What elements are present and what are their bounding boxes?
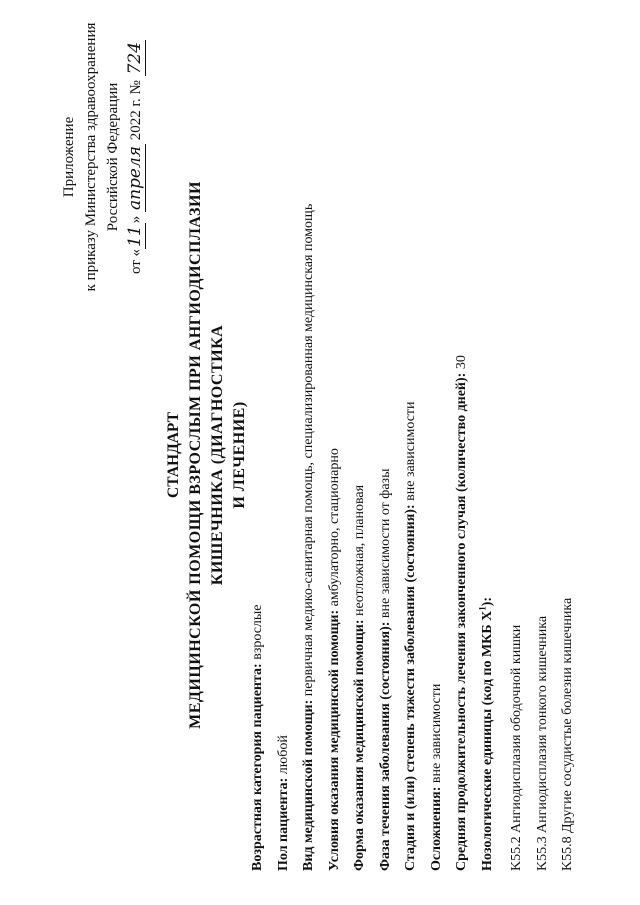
title-standard: СТАНДАРТ (165, 412, 182, 498)
icd-name: Ангиодисплазия тонкого кишечника (534, 615, 550, 833)
field-label: Фаза течения заболевания (состояния): (377, 621, 393, 871)
field-label: Вид медицинской помощи: (301, 699, 316, 871)
title-line-3: И ЛЕЧЕНИЕ) (231, 401, 248, 509)
icd-code-row (555, 11, 581, 871)
icd-code: K55.2 (509, 836, 524, 871)
field-value: вне зависимости от фазы (377, 468, 393, 622)
field-label: Пол пациента: (275, 777, 291, 871)
field-label: Условия оказания медицинской помощи: (326, 609, 342, 871)
icd-code: K55.3 (534, 836, 550, 871)
approval-block (58, 17, 147, 297)
nosology-label (476, 596, 495, 871)
field-label: Возрастная категория пациента: (250, 663, 265, 871)
field-disease-phase (373, 11, 399, 871)
icd-name: Ангиодисплазия ободочной кишки (509, 624, 524, 833)
field-value: любой (275, 735, 291, 778)
field-label: Стадия и (или) степень тяжести заболевания (состояния): (403, 504, 418, 871)
title-line-2: МЕДИЦИНСКОЙ ПОМОЩИ ВЗРОСЛЫМ ПРИ АНГИОДИСПЛАЗИИ КИШЕЧНИКА (ДИАГНОСТИКА (187, 181, 226, 729)
date-mid: » (128, 215, 144, 224)
date-day: 11 (125, 225, 145, 247)
nosology-label-end: ): (479, 596, 495, 607)
order-number: 724 (125, 41, 145, 75)
field-disease-stage (398, 11, 424, 871)
field-complications (424, 11, 450, 871)
nosology-label-text: Нозологические единицы (код по МКБ X (479, 610, 495, 871)
icd-code-row (530, 11, 556, 871)
approval-date-line (124, 17, 147, 297)
approval-federation: Российской Федерации (105, 82, 121, 232)
approval-ministry: к приказу Министерства здравоохранения (83, 22, 99, 292)
field-value: взрослые (250, 604, 265, 664)
icd-name: Другие сосудистые болезни кишечника (560, 597, 575, 833)
field-label: Форма оказания медицинской помощи: (352, 619, 367, 871)
field-care-type (296, 11, 322, 871)
field-nosology (475, 11, 501, 871)
date-prefix: от « (128, 248, 144, 275)
date-year: 2022 г. № (128, 80, 144, 141)
field-value: неотложная, плановая (352, 484, 367, 620)
field-value: 30 (454, 355, 469, 373)
icd-code: K55.8 (560, 836, 575, 871)
icd-code-row (504, 11, 530, 871)
field-sex (271, 11, 297, 871)
field-label: Осложнения: (428, 786, 444, 871)
field-care-form (347, 11, 373, 871)
field-label: Средняя продолжительность лечения законченного случая (количество дней): (454, 372, 469, 871)
standard-fields (245, 11, 581, 871)
date-month: апреля (125, 145, 145, 211)
field-age-category (245, 11, 271, 871)
field-value: первичная медико-санитарная помощь, специализированная медицинская помощь (301, 203, 316, 700)
document-title (163, 155, 251, 755)
field-value: вне зависимости (428, 683, 444, 787)
field-value: амбулаторно, стационарно (326, 448, 342, 610)
field-treatment-duration (449, 11, 475, 871)
footnote-marker: 1 (476, 606, 487, 611)
field-value: вне зависимости (403, 401, 418, 505)
field-care-conditions (322, 11, 348, 871)
approval-annex: Приложение (61, 116, 77, 198)
